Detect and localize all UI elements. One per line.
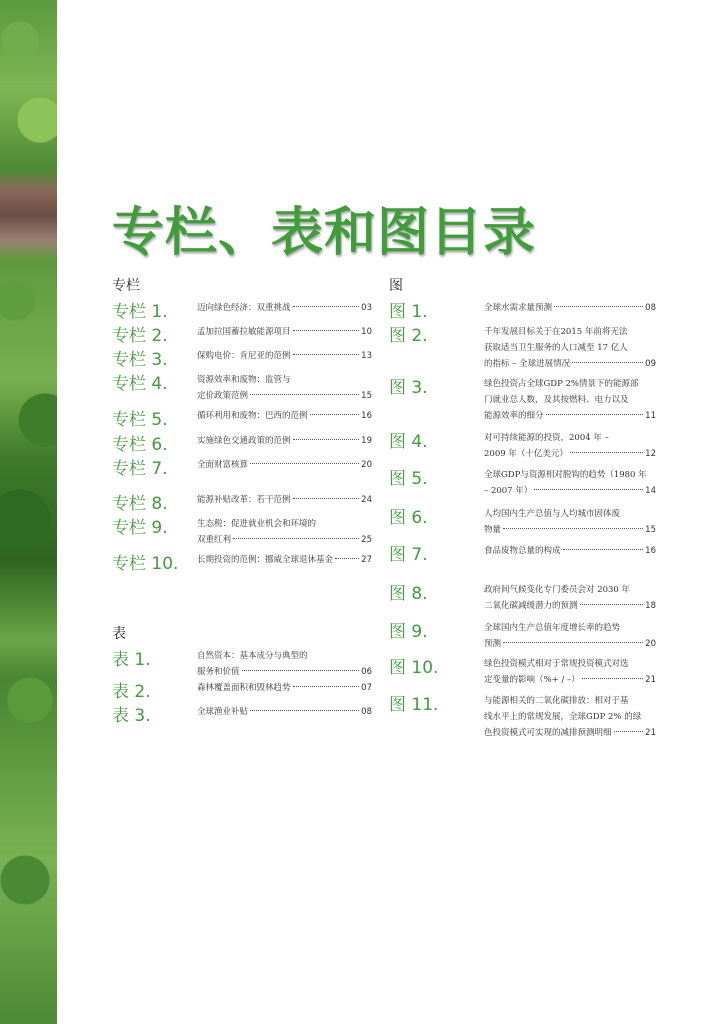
figures-entry-number: 图 7. <box>389 545 428 565</box>
tables-entry-number: 表 2. <box>112 682 151 702</box>
figures-entry-text <box>484 467 656 499</box>
boxes-entry-page: 16 <box>361 411 372 421</box>
boxes-entry-line: 生态税：促进就业机会和环境的 <box>197 519 317 529</box>
tables-entry-line: 全球渔业补贴 <box>197 707 249 717</box>
dot-leader <box>534 489 643 490</box>
dot-leader <box>293 498 360 499</box>
figures-entry-number: 图 11. <box>389 695 439 715</box>
dot-leader <box>554 306 643 307</box>
boxes-entry-text <box>197 516 372 548</box>
dot-leader <box>614 731 644 732</box>
boxes-entry-text <box>197 324 372 340</box>
boxes-entry-number: 专栏 2. <box>112 326 168 346</box>
tables-entry-number: 表 3. <box>112 706 151 726</box>
boxes-entry-line: 实施绿色交通政策的范例 <box>197 436 291 446</box>
figures-entry-line: 与能源相关的二氧化碳排放：相对于基 <box>484 696 629 706</box>
dot-leader <box>335 558 359 559</box>
dot-leader <box>293 330 360 331</box>
tables-entry-line: 森林覆盖面积和毁林趋势 <box>197 683 291 693</box>
tables-entry-page: 08 <box>361 707 372 717</box>
figures-entry-text <box>484 656 656 688</box>
boxes-entry-line: 长期投资的范例：挪威全球退休基金 <box>197 555 334 565</box>
figures-entry-line: 人均国内生产总值与人均城市固体废 <box>484 509 621 519</box>
tables-entry-line: 自然资本：基本成分与典型的 <box>197 651 308 661</box>
figures-entry-line: 能源效率的细分 <box>484 411 544 421</box>
dot-leader <box>310 414 360 415</box>
boxes-entry-text <box>197 457 372 473</box>
figures-entry-page: 18 <box>645 601 656 611</box>
figures-entry-text <box>484 543 656 559</box>
figures-entry-line: 政府间气候变化专门委员会对 2030 年 <box>484 585 631 595</box>
figures-entry-page: 11 <box>645 411 656 421</box>
boxes-entry-text <box>197 372 372 404</box>
boxes-entry-page: 25 <box>361 535 372 545</box>
dot-leader <box>250 463 359 464</box>
figures-entry-text <box>484 693 656 741</box>
figures-entry-text <box>484 582 656 614</box>
dot-leader <box>293 439 360 440</box>
figures-entry-line: 全球国内生产总值年度增长率的趋势 <box>484 623 621 633</box>
boxes-entry-number: 专栏 7. <box>112 459 168 479</box>
figures-entry-page: 08 <box>645 303 656 313</box>
boxes-entry-number: 专栏 3. <box>112 350 168 370</box>
figures-entry-number: 图 8. <box>389 584 428 604</box>
figures-entry-text <box>484 506 656 538</box>
figures-entry-line: 全球GDP与资源相对脱钩的趋势（1980 年 <box>484 470 647 480</box>
boxes-entry-line: 循环利用和废物：巴西的范例 <box>197 411 308 421</box>
boxes-entry-text <box>197 433 372 449</box>
tables-entry-number: 表 1. <box>112 650 151 670</box>
dot-leader <box>580 604 644 605</box>
boxes-entry-number: 专栏 10. <box>112 554 179 574</box>
boxes-entry-page: 03 <box>361 303 372 313</box>
boxes-entry-page: 19 <box>361 436 372 446</box>
boxes-entry-number: 专栏 4. <box>112 374 168 394</box>
right-column <box>389 275 659 738</box>
figures-entry-number: 图 9. <box>389 622 428 642</box>
figures-entry-number: 图 1. <box>389 302 428 322</box>
boxes-entry-page: 15 <box>361 391 372 401</box>
figures-entry-text <box>484 324 656 372</box>
figures-entry-line: 色投资模式可实现的减排预测明细 <box>484 728 612 738</box>
figures-entry-line: 绿色投资占全球GDP 2%情景下的能源部 <box>484 379 639 389</box>
boxes-entry-line: 定价政策范例 <box>197 391 249 401</box>
dot-leader <box>293 686 360 687</box>
boxes-entry-line: 能源补贴改革：若干范例 <box>197 495 291 505</box>
boxes-entry-line: 双重红利 <box>197 535 232 545</box>
figures-entry-line: – 2007 年） <box>484 486 533 496</box>
page-title: 专栏、表和图目录 <box>112 203 537 263</box>
figures-entry-line: 线水平上的常规发展，全球GDP 2% 的绿 <box>484 712 642 722</box>
figures-entry-line: 对可持续能源的投资，2004 年 – <box>484 433 609 443</box>
figures-entry-number: 图 6. <box>389 508 428 528</box>
figures-entry-line: 二氧化碳减缓潜力的预测 <box>484 601 578 611</box>
figures-entry-line: 定变量的影响（%+ / –） <box>484 675 580 685</box>
figures-entry-text <box>484 300 656 316</box>
figures-entry-line: 2009 年（十亿美元） <box>484 449 568 459</box>
tables-entry-line: 服务和价值 <box>197 667 240 677</box>
boxes-entry-line: 资源效率和废物：监管与 <box>197 375 291 385</box>
dot-leader <box>250 710 359 711</box>
figures-entry-page: 21 <box>645 675 656 685</box>
dot-leader <box>293 354 360 355</box>
tables-entry-text <box>197 648 372 680</box>
figures-entry-line: 物量 <box>484 525 502 535</box>
figures-entry-page: 20 <box>645 639 656 649</box>
boxes-entry-line: 全面财富核算 <box>197 460 249 470</box>
boxes-entry-number: 专栏 1. <box>112 302 168 322</box>
figures-entry-number: 图 10. <box>389 658 439 678</box>
figures-entry-page: 21 <box>645 728 656 738</box>
figures-entry-line: 千年发展目标关于在2015 年前将无法 <box>484 327 628 337</box>
dot-leader <box>546 414 644 415</box>
dot-leader <box>570 452 643 453</box>
left-column <box>112 275 374 726</box>
aerial-forest-photo <box>0 0 57 1024</box>
boxes-entry-page: 10 <box>361 327 372 337</box>
figures-entry-page: 12 <box>645 449 656 459</box>
boxes-entry-number: 专栏 5. <box>112 410 168 430</box>
dot-leader <box>582 678 643 679</box>
figures-entry-number: 图 4. <box>389 432 428 452</box>
boxes-entry-page: 24 <box>361 495 372 505</box>
boxes-entry-text <box>197 552 372 568</box>
boxes-entry-text <box>197 408 372 424</box>
boxes-entry-line: 保购电价：肯尼亚的范例 <box>197 351 291 361</box>
tables-entry-text <box>197 680 372 696</box>
boxes-heading: 专栏 <box>112 278 140 294</box>
figures-entry-line: 门就业总人数，及其按燃料、电力以及 <box>484 395 629 405</box>
figures-entry-text <box>484 620 656 652</box>
boxes-entry-page: 20 <box>361 460 372 470</box>
figures-entry-text <box>484 376 656 424</box>
figures-entry-number: 图 2. <box>389 326 428 346</box>
figures-entry-line: 全球水需求量预测 <box>484 303 553 313</box>
figures-entry-number: 图 3. <box>389 378 428 398</box>
boxes-entry-text <box>197 348 372 364</box>
figures-entry-page: 09 <box>645 359 656 369</box>
figures-entry-text <box>484 430 656 462</box>
dot-leader <box>563 549 644 550</box>
figures-entry-page: 14 <box>645 486 656 496</box>
tables-heading: 表 <box>112 626 126 642</box>
figures-entry-line: 获取适当卫生服务的人口减至 17 亿人 <box>484 343 628 353</box>
figures-entry-page: 15 <box>645 525 656 535</box>
boxes-entry-text <box>197 492 372 508</box>
dot-leader <box>572 362 643 363</box>
figures-entry-line: 的指标 – 全球进展情况 <box>484 359 571 369</box>
figures-entry-line: 预测 <box>484 639 502 649</box>
dot-leader <box>293 306 360 307</box>
boxes-entry-page: 27 <box>361 555 372 565</box>
dot-leader <box>242 670 360 671</box>
figures-entry-line: 绿色投资模式相对于常规投资模式对选 <box>484 659 629 669</box>
dot-leader <box>233 538 359 539</box>
figures-entry-page: 16 <box>645 546 656 556</box>
tables-entry-text <box>197 704 372 720</box>
dot-leader <box>503 642 643 643</box>
boxes-entry-page: 13 <box>361 351 372 361</box>
boxes-entry-text <box>197 300 372 316</box>
figures-entry-number: 图 5. <box>389 469 428 489</box>
boxes-entry-number: 专栏 6. <box>112 435 168 455</box>
dot-leader <box>503 528 643 529</box>
figures-entry-line: 食品废物总量的构成 <box>484 546 561 556</box>
figures-heading: 图 <box>389 278 403 294</box>
dot-leader <box>250 394 359 395</box>
tables-entry-page: 07 <box>361 683 372 693</box>
boxes-entry-line: 孟加拉国蓄拉敏能源项目 <box>197 327 291 337</box>
boxes-entry-number: 专栏 9. <box>112 518 168 538</box>
boxes-entry-line: 迈向绿色经济：双重挑战 <box>197 303 291 313</box>
tables-entry-page: 06 <box>361 667 372 677</box>
boxes-entry-number: 专栏 8. <box>112 494 168 514</box>
